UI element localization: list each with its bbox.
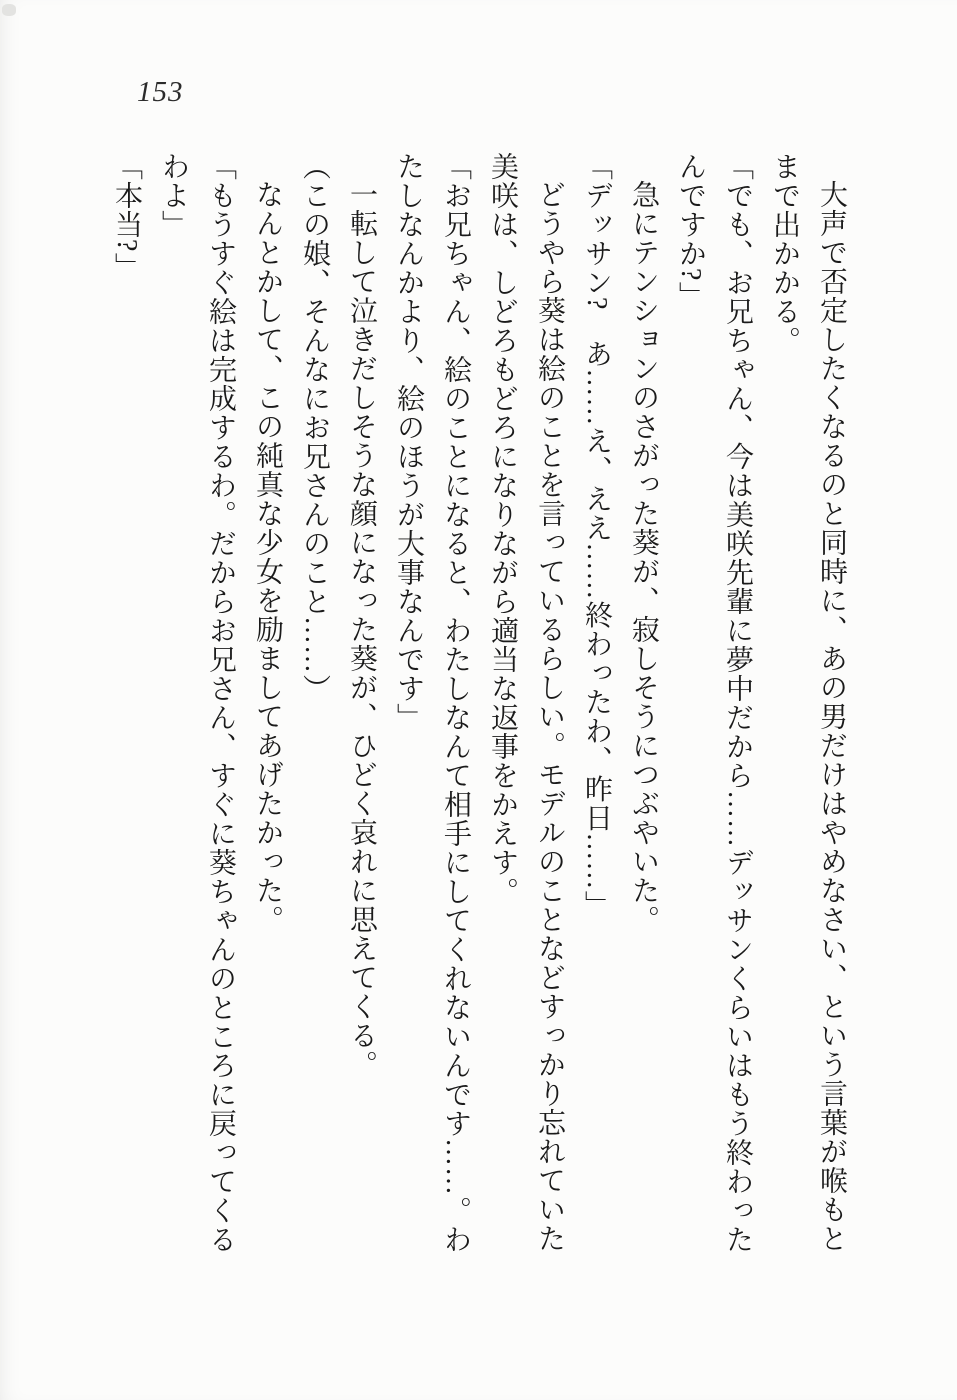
paragraph: 「デッサン? あ……え、ええ……終わったわ、昨日……」 — [581, 152, 612, 920]
scan-artifact — [2, 4, 16, 16]
paragraph: 「でも、お兄ちゃん、今は美咲先輩に夢中だから……デッサンくらいはもう終わったんですか?」 — [675, 152, 753, 1254]
text-block — [99, 152, 855, 1260]
paragraph: 「本当?」 — [111, 152, 142, 282]
paragraph: なんとかして、この純真な少女を励ましてあげたかった。 — [252, 180, 283, 934]
paragraph: 一転して泣きだしそうな顔になった葵が、ひどく哀れに思えてくる。 — [346, 180, 377, 1079]
paragraph: （この娘、そんなにお兄さんのこと……） — [299, 152, 330, 703]
paragraph: 「もうすぐ絵は完成するわ。だからお兄さん、すぐに葵ちゃんのところに戻ってくるわよ」 — [158, 152, 236, 1254]
paragraph: 急にテンションのさがった葵が、寂しそうにつぶやいた。 — [628, 180, 659, 934]
paragraph: どうやら葵は絵のことを言っているらしい。モデルのことなどすっかり忘れていた美咲は、しどろもどろになりながら適当な返事をかえす。 — [487, 152, 565, 1253]
page-number: 153 — [137, 76, 184, 108]
paragraph: 「お兄ちゃん、絵のことになると、わたしなんて相手にしてくれないんです……。わたしなんかより、絵のほうが大事なんです」 — [393, 152, 471, 1254]
paragraph: 大声で否定したくなるのと同時に、あの男だけはやめなさい、という言葉が喉もとまで出かかる。 — [769, 152, 847, 1253]
